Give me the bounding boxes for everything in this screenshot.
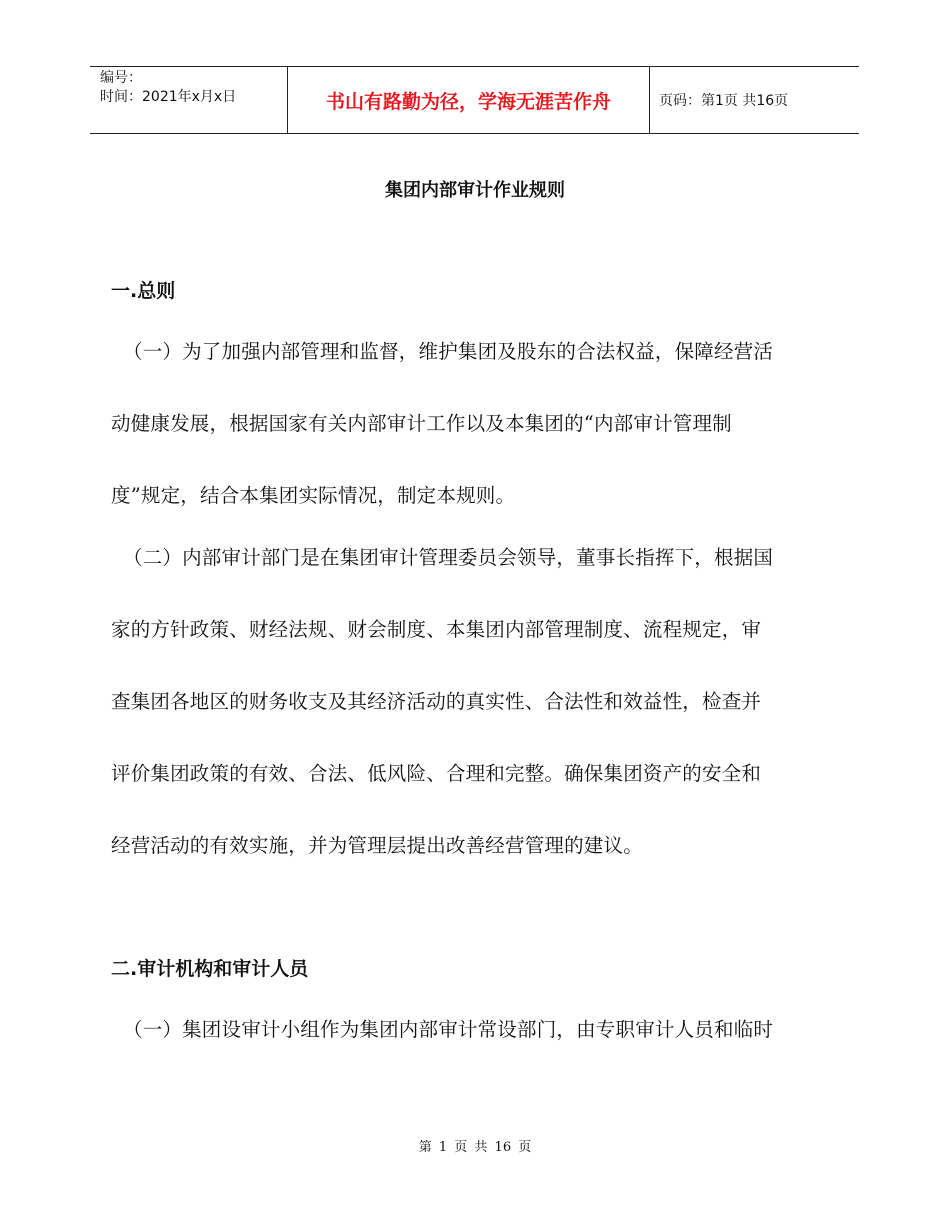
header-meta xyxy=(90,67,287,133)
document-header xyxy=(90,66,859,134)
header-page-info: 页码：第1页 共16页 xyxy=(659,93,789,109)
paragraph-line: （一）集团设审计小组作为集团内部审计常设部门，由专职审计人员和临时 xyxy=(123,1018,774,1041)
document-time-label: 时间：2021年x月x日 xyxy=(100,89,237,105)
paragraph-line: 经营活动的有效实施，并为管理层提出改善经营管理的建议。 xyxy=(111,834,643,857)
paragraph-line: 动健康发展，根据国家有关内部审计工作以及本集团的“内部审计管理制 xyxy=(111,412,732,435)
page-footer: 第 1 页 共 16 页 xyxy=(418,1140,532,1155)
paragraph-line: 评价集团政策的有效、合法、低风险、合理和完整。确保集团资产的安全和 xyxy=(111,762,762,785)
paragraph-line: （一）为了加强内部管理和监督，维护集团及股东的合法权益，保障经营活 xyxy=(123,340,774,363)
paragraph-line: 查集团各地区的财务收支及其经济活动的真实性、合法性和效益性，检查并 xyxy=(111,690,762,713)
document-title: 集团内部审计作业规则 xyxy=(385,180,565,201)
section-heading: 一.总则 xyxy=(111,280,176,302)
paragraph-line: 度”规定，结合本集团实际情况，制定本规则。 xyxy=(111,484,516,507)
paragraph-line: 家的方针政策、财经法规、财会制度、本集团内部管理制度、流程规定，审 xyxy=(111,618,762,641)
paragraph-line: （二）内部审计部门是在集团审计管理委员会领导，董事长指挥下，根据国 xyxy=(123,546,774,569)
section-heading: 二.审计机构和审计人员 xyxy=(111,958,309,980)
header-motto: 书山有路勤为径，学海无涯苦作舟 xyxy=(287,67,650,133)
document-number-label: 编号： xyxy=(100,70,142,86)
